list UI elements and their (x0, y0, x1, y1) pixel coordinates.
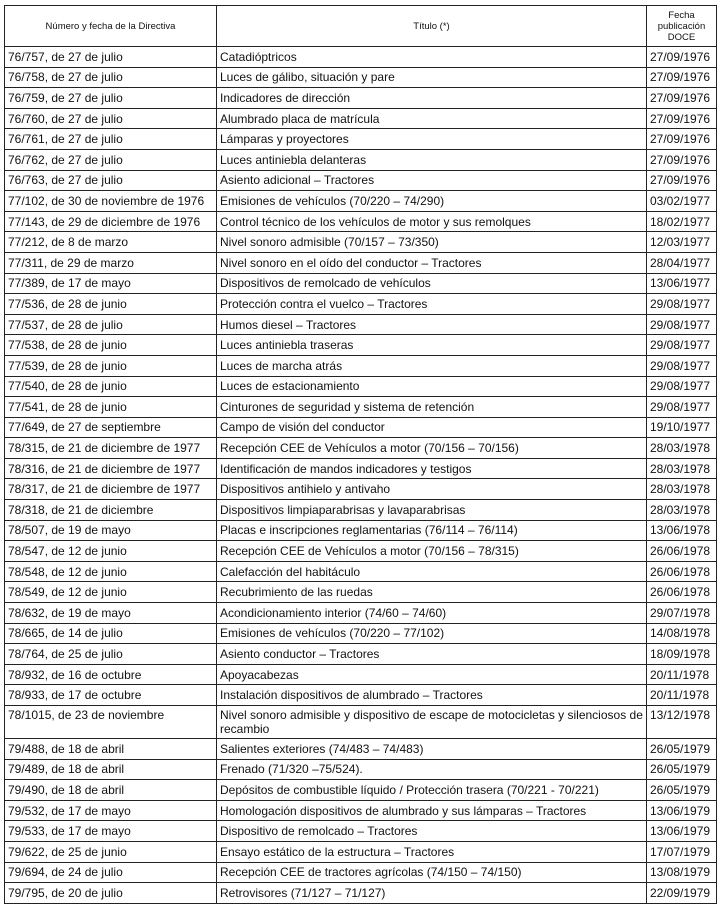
cell-date: 20/11/1978 (647, 685, 717, 706)
cell-title: Emisiones de vehículos (70/220 – 74/290) (217, 191, 647, 212)
cell-date: 27/09/1976 (647, 108, 717, 129)
header-date (647, 6, 717, 47)
cell-title: Salientes exteriores (74/483 – 74/483) (217, 739, 647, 760)
table-row (5, 438, 717, 459)
table-row (5, 561, 717, 582)
cell-date: 14/08/1978 (647, 623, 717, 644)
header-date-line2: publicación (657, 20, 706, 32)
table-row (5, 314, 717, 335)
cell-date: 13/12/1978 (647, 706, 717, 739)
table-row (5, 759, 717, 780)
cell-date: 29/08/1977 (647, 355, 717, 376)
cell-directive: 77/212, de 8 de marzo (5, 232, 217, 253)
cell-directive: 77/389, de 17 de mayo (5, 273, 217, 294)
table-row (5, 417, 717, 438)
cell-directive: 77/539, de 28 de junio (5, 355, 217, 376)
cell-title: Recepción CEE de tractores agrícolas (74/150 – 74/150) (217, 862, 647, 883)
cell-title: Dispositivos antihielo y antivaho (217, 479, 647, 500)
cell-title: Recubrimiento de las ruedas (217, 582, 647, 603)
cell-title: Recepción CEE de Vehículos a motor (70/156 – 70/156) (217, 438, 647, 459)
cell-date: 29/08/1977 (647, 314, 717, 335)
cell-date: 18/02/1977 (647, 211, 717, 232)
cell-directive: 78/549, de 12 de junio (5, 582, 217, 603)
cell-directive: 78/932, de 16 de octubre (5, 664, 217, 685)
cell-date: 26/05/1979 (647, 759, 717, 780)
cell-directive: 79/622, de 25 de junio (5, 841, 217, 862)
cell-directive: 77/649, de 27 de septiembre (5, 417, 217, 438)
cell-title: Campo de visión del conductor (217, 417, 647, 438)
cell-date: 20/11/1978 (647, 664, 717, 685)
table-row (5, 458, 717, 479)
cell-directive: 79/533, de 17 de mayo (5, 821, 217, 842)
table-row (5, 129, 717, 150)
cell-directive: 77/536, de 28 de junio (5, 294, 217, 315)
table-header-row (5, 6, 717, 47)
directives-table (4, 5, 717, 904)
cell-title: Luces de marcha atrás (217, 355, 647, 376)
cell-date: 29/08/1977 (647, 397, 717, 418)
cell-title: Luces antiniebla delanteras (217, 149, 647, 170)
table-row (5, 664, 717, 685)
cell-date: 28/03/1978 (647, 479, 717, 500)
header-directive: Número y fecha de la Directiva (5, 6, 217, 47)
cell-directive: 77/143, de 29 de diciembre de 1976 (5, 211, 217, 232)
cell-date: 28/03/1978 (647, 500, 717, 521)
cell-directive: 76/762, de 27 de julio (5, 149, 217, 170)
table-row (5, 623, 717, 644)
cell-title: Identificación de mandos indicadores y testigos (217, 458, 647, 479)
cell-title: Ensayo estático de la estructura – Tractores (217, 841, 647, 862)
cell-directive: 78/315, de 21 de diciembre de 1977 (5, 438, 217, 459)
cell-date: 29/08/1977 (647, 335, 717, 356)
cell-title: Instalación dispositivos de alumbrado – Tractores (217, 685, 647, 706)
table-row (5, 252, 717, 273)
cell-title: Asiento conductor – Tractores (217, 644, 647, 665)
header-title: Título (*) (217, 6, 647, 47)
cell-date: 17/07/1979 (647, 841, 717, 862)
table-row (5, 67, 717, 88)
cell-date: 26/06/1978 (647, 582, 717, 603)
table-row (5, 800, 717, 821)
cell-directive: 76/757, de 27 de julio (5, 47, 217, 68)
table-row (5, 335, 717, 356)
table-row (5, 500, 717, 521)
cell-directive: 78/316, de 21 de diciembre de 1977 (5, 458, 217, 479)
cell-date: 03/02/1977 (647, 191, 717, 212)
cell-directive: 76/759, de 27 de julio (5, 88, 217, 109)
cell-directive: 79/694, de 24 de julio (5, 862, 217, 883)
cell-title: Frenado (71/320 –75/524). (217, 759, 647, 780)
table-row (5, 582, 717, 603)
cell-title: Catadióptricos (217, 47, 647, 68)
cell-title: Apoyacabezas (217, 664, 647, 685)
table-row (5, 685, 717, 706)
header-date-line1: Fecha (668, 9, 695, 21)
table-row (5, 603, 717, 624)
cell-directive: 77/540, de 28 de junio (5, 376, 217, 397)
cell-directive: 76/760, de 27 de julio (5, 108, 217, 129)
cell-title: Cinturones de seguridad y sistema de retención (217, 397, 647, 418)
cell-title: Luces de estacionamiento (217, 376, 647, 397)
cell-date: 26/06/1978 (647, 561, 717, 582)
cell-directive: 78/764, de 25 de julio (5, 644, 217, 665)
cell-title: Emisiones de vehículos (70/220 – 77/102) (217, 623, 647, 644)
cell-directive: 78/548, de 12 de junio (5, 561, 217, 582)
table-row (5, 47, 717, 68)
cell-directive: 76/761, de 27 de julio (5, 129, 217, 150)
cell-title: Dispositivos de remolcado de vehículos (217, 273, 647, 294)
header-date-line3: DOCE (667, 31, 696, 43)
cell-title: Luces antiniebla traseras (217, 335, 647, 356)
cell-title: Control técnico de los vehículos de motor y sus remolques (217, 211, 647, 232)
cell-title: Nivel sonoro admisible y dispositivo de escape de motocicletas y silenciosos de recambio (217, 706, 647, 739)
table-row (5, 706, 717, 739)
cell-date: 13/06/1977 (647, 273, 717, 294)
cell-date: 26/06/1978 (647, 541, 717, 562)
cell-directive: 77/538, de 28 de junio (5, 335, 217, 356)
cell-title: Retrovisores (71/127 – 71/127) (217, 883, 647, 904)
cell-title: Calefacción del habitáculo (217, 561, 647, 582)
directives-table-container (4, 5, 716, 904)
cell-date: 19/10/1977 (647, 417, 717, 438)
cell-date: 29/08/1977 (647, 376, 717, 397)
cell-date: 13/06/1979 (647, 800, 717, 821)
cell-date: 27/09/1976 (647, 129, 717, 150)
table-row (5, 170, 717, 191)
table-row (5, 541, 717, 562)
table-row (5, 232, 717, 253)
cell-date: 26/05/1979 (647, 780, 717, 801)
cell-date: 27/09/1976 (647, 67, 717, 88)
cell-date: 22/09/1979 (647, 883, 717, 904)
table-row (5, 294, 717, 315)
cell-title: Depósitos de combustible líquido / Protección trasera (70/221 - 70/221) (217, 780, 647, 801)
cell-title: Homologación dispositivos de alumbrado y sus lámparas – Tractores (217, 800, 647, 821)
cell-title: Dispositivos limpiaparabrisas y lavaparabrisas (217, 500, 647, 521)
table-row (5, 821, 717, 842)
table-row (5, 397, 717, 418)
cell-date: 27/09/1976 (647, 88, 717, 109)
cell-title: Dispositivo de remolcado – Tractores (217, 821, 647, 842)
table-row (5, 883, 717, 904)
cell-directive: 78/507, de 19 de mayo (5, 520, 217, 541)
cell-title: Humos diesel – Tractores (217, 314, 647, 335)
cell-title: Luces de gálibo, situación y pare (217, 67, 647, 88)
cell-date: 13/08/1979 (647, 862, 717, 883)
cell-date: 12/03/1977 (647, 232, 717, 253)
table-row (5, 479, 717, 500)
cell-directive: 79/795, de 20 de julio (5, 883, 217, 904)
cell-title: Acondicionamiento interior (74/60 – 74/60) (217, 603, 647, 624)
cell-directive: 76/758, de 27 de julio (5, 67, 217, 88)
cell-date: 13/06/1979 (647, 821, 717, 842)
table-row (5, 273, 717, 294)
cell-directive: 78/547, de 12 de junio (5, 541, 217, 562)
cell-date: 29/07/1978 (647, 603, 717, 624)
table-row (5, 149, 717, 170)
cell-date: 18/09/1978 (647, 644, 717, 665)
cell-date: 27/09/1976 (647, 149, 717, 170)
cell-directive: 79/489, de 18 de abril (5, 759, 217, 780)
cell-title: Nivel sonoro admisible (70/157 – 73/350) (217, 232, 647, 253)
cell-directive: 77/541, de 28 de junio (5, 397, 217, 418)
cell-title: Lámparas y proyectores (217, 129, 647, 150)
cell-directive: 77/102, de 30 de noviembre de 1976 (5, 191, 217, 212)
cell-directive: 76/763, de 27 de julio (5, 170, 217, 191)
cell-date: 28/03/1978 (647, 458, 717, 479)
cell-directive: 77/311, de 29 de marzo (5, 252, 217, 273)
table-row (5, 644, 717, 665)
cell-date: 28/04/1977 (647, 252, 717, 273)
cell-directive: 79/488, de 18 de abril (5, 739, 217, 760)
cell-title: Alumbrado placa de matrícula (217, 108, 647, 129)
cell-title: Asiento adicional – Tractores (217, 170, 647, 191)
table-row (5, 376, 717, 397)
table-row (5, 88, 717, 109)
table-row (5, 739, 717, 760)
cell-date: 26/05/1979 (647, 739, 717, 760)
cell-date: 27/09/1976 (647, 170, 717, 191)
cell-directive: 79/532, de 17 de mayo (5, 800, 217, 821)
cell-title: Nivel sonoro en el oído del conductor – Tractores (217, 252, 647, 273)
cell-title: Protección contra el vuelco – Tractores (217, 294, 647, 315)
cell-directive: 77/537, de 28 de julio (5, 314, 217, 335)
cell-directive: 79/490, de 18 de abril (5, 780, 217, 801)
table-row (5, 191, 717, 212)
table-row (5, 108, 717, 129)
cell-date: 28/03/1978 (647, 438, 717, 459)
cell-directive: 78/632, de 19 de mayo (5, 603, 217, 624)
cell-directive: 78/1015, de 23 de noviembre (5, 706, 217, 739)
cell-directive: 78/933, de 17 de octubre (5, 685, 217, 706)
cell-directive: 78/317, de 21 de diciembre de 1977 (5, 479, 217, 500)
cell-title: Indicadores de dirección (217, 88, 647, 109)
cell-date: 13/06/1978 (647, 520, 717, 541)
table-row (5, 841, 717, 862)
table-row (5, 520, 717, 541)
cell-title: Recepción CEE de Vehículos a motor (70/156 – 78/315) (217, 541, 647, 562)
table-row (5, 211, 717, 232)
cell-date: 27/09/1976 (647, 47, 717, 68)
cell-title: Placas e inscripciones reglamentarias (76/114 – 76/114) (217, 520, 647, 541)
cell-date: 29/08/1977 (647, 294, 717, 315)
table-row (5, 780, 717, 801)
cell-directive: 78/318, de 21 de diciembre (5, 500, 217, 521)
table-body (5, 47, 717, 904)
table-row (5, 355, 717, 376)
cell-directive: 78/665, de 14 de julio (5, 623, 217, 644)
table-row (5, 862, 717, 883)
